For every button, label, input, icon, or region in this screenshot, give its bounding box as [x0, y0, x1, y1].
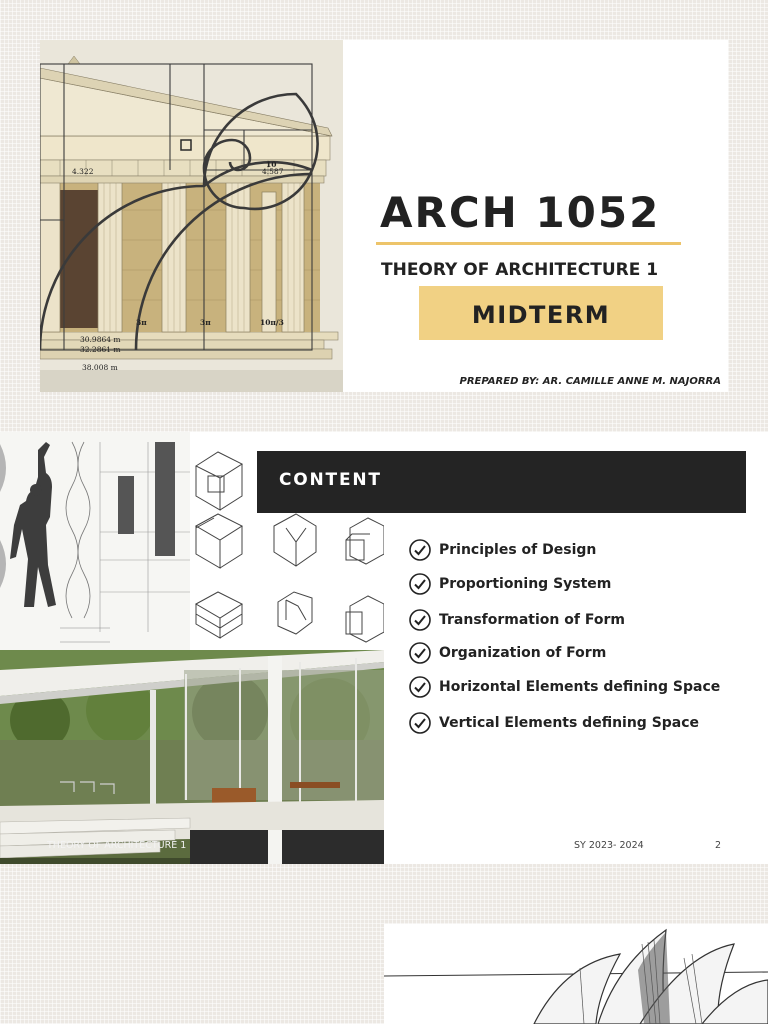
check-circle-icon [408, 675, 432, 699]
temple-label-i: 32.2861 m [80, 345, 121, 354]
check-circle-icon [408, 572, 432, 596]
course-name: THEORY OF ARCHITECTURE 1 [381, 260, 659, 280]
agenda-item [408, 675, 720, 699]
agenda-item-label: Organization of Form [439, 645, 607, 661]
check-circle-icon [408, 538, 432, 562]
glass-pavilion-photo [0, 650, 384, 864]
title-block [343, 40, 728, 392]
footer-page-number: 2 [715, 840, 722, 851]
title-slide [40, 40, 728, 392]
content-slide [0, 432, 768, 864]
course-code: ARCH 1052 [380, 188, 661, 237]
temple-label-g: 38.008 m [82, 363, 118, 372]
temple-label-a: 4.322 [72, 167, 94, 176]
check-circle-icon [408, 641, 432, 665]
temple-label-d: 3π [136, 318, 147, 327]
footer-school-year: SY 2023- 2024 [574, 840, 644, 851]
modulor-drawing [0, 432, 190, 650]
check-circle-icon [408, 608, 432, 632]
temple-label-f: 3π [200, 318, 211, 327]
agenda-item [408, 641, 606, 665]
agenda-item-label: Vertical Elements defining Space [439, 715, 700, 731]
agenda-item-label: Horizontal Elements defining Space [439, 679, 721, 695]
check-circle-icon [408, 711, 432, 735]
parthenon-golden-ratio-image [40, 40, 343, 392]
prepared-by: PREPARED BY: AR. CAMILLE ANNE M. NAJORRA [459, 376, 721, 387]
temple-label-e: 10π/3 [260, 318, 284, 327]
agenda-item-label: Proportioning System [439, 576, 612, 592]
term-label: MIDTERM [471, 301, 611, 329]
temple-label-c: 10 [266, 160, 277, 169]
content-heading: CONTENT [279, 470, 382, 490]
agenda-item-label: Transformation of Form [439, 612, 625, 628]
agenda-item [408, 711, 699, 735]
agenda-item [408, 572, 611, 596]
temple-label-h: 30.9864 m [80, 335, 121, 344]
temple-label-b: 4.587 [262, 167, 284, 176]
opera-house-sketch [384, 924, 768, 1024]
agenda-item [408, 538, 596, 562]
title-underline [376, 242, 681, 245]
content-heading-band [257, 451, 746, 513]
footer-course: THEORY OF ARCHITECTURE 1 [47, 840, 187, 851]
agenda-item-label: Principles of Design [439, 542, 597, 558]
agenda-item [408, 608, 625, 632]
term-badge [419, 286, 663, 340]
next-slide-preview [384, 924, 768, 1024]
